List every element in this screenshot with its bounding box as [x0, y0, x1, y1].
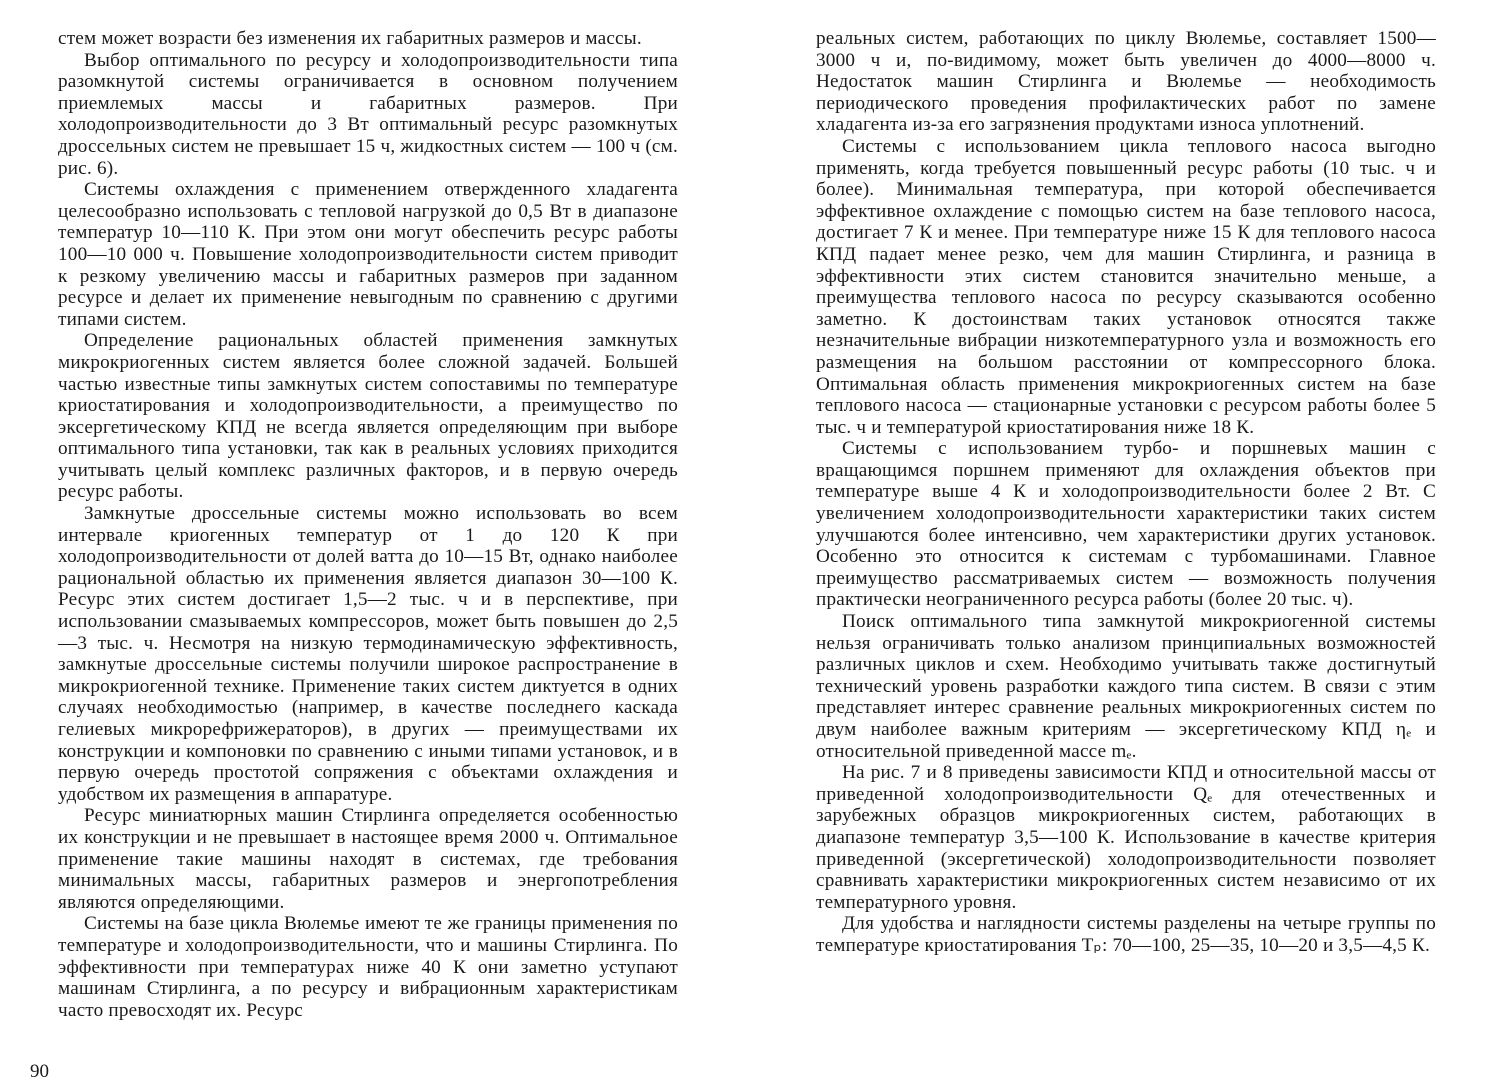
right-paragraph-4: Поиск оптимального типа замкнутой микрокриогенной системы нельзя ограничивать только анализом принципиальных возможностей различных циклов и схем. Необходимо учитывать также достигнутый технический уровень разработки каждого типа систем. В связи с этим представляет интерес сравнение реальных микрокриогенных систем по двум наиболее важным критериям — эксергетическому КПД ηₑ и относительной приведенной массе mₑ.: [816, 611, 1436, 762]
page-number: 90: [30, 1061, 49, 1082]
left-page-column: [58, 28, 678, 1021]
left-paragraph-5: Замкнутые дроссельные системы можно использовать во всем интервале криогенных температур от 1 до 120 К при холодопроизводительности от долей ватта до 10—15 Вт, однако наиболее рациональной областью их применения является диапазон 30—100 К. Ресурс этих систем достигает 1,5—2 тыс. ч и в перспективе, при использовании смазываемых компрессоров, может быть повышен до 2,5—3 тыс. ч. Несмотря на низкую термодинамическую эффективность, замкнутые дроссельные системы получили широкое распространение в микрокриогенной технике. Применение таких систем диктуется в одних случаях необходимостью (например, в качестве последнего каскада гелиевых микрорефрижераторов), в других — преимуществами их конструкции и компоновки по сравнению с иными типами установок, и в первую очередь простотой сопряжения с объектами охлаждения и удобством их размещения в аппаратуре.: [58, 503, 678, 805]
left-paragraph-4: Определение рациональных областей применения замкнутых микрокриогенных систем является более сложной задачей. Большей частью известные типы замкнутых систем сопоставимы по температуре криостатирования и холодопроизводительности, а преимущество по эксергетическому КПД не всегда является определяющим при выборе оптимального типа установки, так как в реальных условиях приходится учитывать целый комплекс различных факторов, и в первую очередь ресурс работы.: [58, 330, 678, 503]
left-paragraph-1: стем может возрасти без изменения их габаритных размеров и массы.: [58, 28, 642, 49]
right-page-column: [816, 28, 1436, 957]
right-paragraph-5: На рис. 7 и 8 приведены зависимости КПД и относительной массы от приведенной холодопроизводительности Qₑ для отечественных и зарубежных образцов микрокриогенных систем, работающих в диапазоне температур 3,5—100 К. Использование в качестве критерия приведенной (эксергетической) холодопроизводительности позволяет сравнивать характеристики микрокриогенных систем независимо от их температурного уровня.: [816, 762, 1436, 913]
left-paragraph-3: Системы охлаждения с применением отвержденного хладагента целесообразно использовать с тепловой нагрузкой до 0,5 Вт в диапазоне температур 10—110 К. При этом они могут обеспечить ресурс работы 100—10 000 ч. Повышение холодопроизводительности систем приводит к резкому увеличению массы и габаритных размеров при заданном ресурсе и делает их применение невыгодным по сравнению с другими типами систем.: [58, 179, 678, 330]
right-paragraph-1: реальных систем, работающих по циклу Вюлемье, составляет 1500—3000 ч и, по-видимому, может быть увеличен до 4000—8000 ч. Недостаток машин Стирлинга и Вюлемье — необходимость периодического проведения профилактических работ по замене хладагента из-за его загрязнения продуктами износа уплотнений.: [816, 28, 1436, 136]
right-paragraph-3: Системы с использованием турбо- и поршневых машин с вращающимся поршнем применяют для охлаждения объектов при температуре выше 4 К и холодопроизводительности более 2 Вт. С увеличением холодопроизводительности характеристики таких систем улучшаются более интенсивно, чем характеристики других установок. Особенно это относится к системам с турбомашинами. Главное преимущество рассматриваемых систем — возможность получения практически неограниченного ресурса работы (более 20 тыс. ч).: [816, 438, 1436, 611]
left-paragraph-6: Ресурс миниатюрных машин Стирлинга определяется особенностью их конструкции и не превышает в настоящее время 2000 ч. Оптимальное применение такие машины находят в системах, где требования минимальных массы, габаритных размеров и энергопотребления являются определяющими.: [58, 805, 678, 913]
left-paragraph-2: Выбор оптимального по ресурсу и холодопроизводительности типа разомкнутой системы ограничивается в основном получением приемлемых массы и габаритных размеров. При холодопроизводительности до 3 Вт оптимальный ресурс разомкнутых дроссельных систем не превышает 15 ч, жидкостных систем — 100 ч (см. рис. 6).: [58, 49, 678, 179]
right-paragraph-2: Системы с использованием цикла теплового насоса выгодно применять, когда требуется повышенный ресурс работы (10 тыс. ч и более). Минимальная температура, при которой обеспечивается эффективное охлаждение с помощью систем на базе теплового насоса, достигает 7 К и менее. При температуре ниже 15 К для теплового насоса КПД падает менее резко, чем для машин Стирлинга, и разница в эффективности этих систем становится значительно меньше, а преимущества теплового насоса по ресурсу сказываются особенно заметно. К достоинствам таких установок относятся также незначительные вибрации низкотемпературного узла и возможность его размещения на большом расстоянии от компрессорного блока. Оптимальная область применения микрокриогенных систем на базе теплового насоса — стационарные установки с ресурсом работы более 5 тыс. ч и температурой криостатирования ниже 18 К.: [816, 135, 1436, 438]
right-paragraph-6: Для удобства и наглядности системы разделены на четыре группы по температуре криостатирования Tₚ: 70—100, 25—35, 10—20 и 3,5—4,5 К.: [816, 913, 1436, 956]
left-paragraph-7: Системы на базе цикла Вюлемье имеют те же границы применения по температуре и холодопроизводительности, что и машины Стирлинга. По эффективности при температурах ниже 40 К они заметно уступают машинам Стирлинга, а по ресурсу и вибрационным характеристикам часто превосходят их. Ресурс: [58, 913, 678, 1021]
